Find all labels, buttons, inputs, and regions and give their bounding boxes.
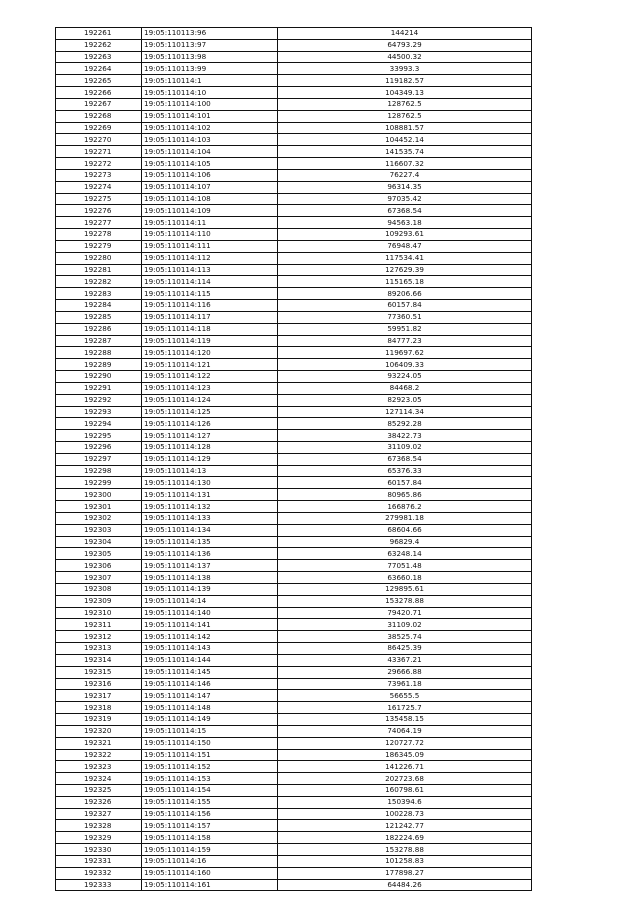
record-id-cell: 192329 — [56, 832, 142, 844]
record-id-cell: 192322 — [56, 749, 142, 761]
table-row — [56, 785, 532, 797]
record-id-cell: 192277 — [56, 217, 142, 229]
timestamp-cell: 19:05:110114:1 — [142, 75, 278, 87]
table-row — [56, 678, 532, 690]
timestamp-cell: 19:05:110114:121 — [142, 359, 278, 371]
amount-cell: 38422.73 — [278, 430, 532, 442]
amount-cell: 94563.18 — [278, 217, 532, 229]
record-id-cell: 192316 — [56, 678, 142, 690]
table-row — [56, 879, 532, 891]
table-row — [56, 382, 532, 394]
timestamp-cell: 19:05:110114:146 — [142, 678, 278, 690]
amount-cell: 80965.86 — [278, 489, 532, 501]
timestamp-cell: 19:05:110114:123 — [142, 382, 278, 394]
table-row — [56, 560, 532, 572]
amount-cell: 100228.73 — [278, 808, 532, 820]
record-id-cell: 192288 — [56, 347, 142, 359]
amount-cell: 43367.21 — [278, 654, 532, 666]
table-row — [56, 300, 532, 312]
record-id-cell: 192320 — [56, 725, 142, 737]
amount-cell: 89206.66 — [278, 288, 532, 300]
timestamp-cell: 19:05:110114:138 — [142, 572, 278, 584]
timestamp-cell: 19:05:110114:155 — [142, 796, 278, 808]
amount-cell: 97035.42 — [278, 193, 532, 205]
table-row — [56, 512, 532, 524]
record-id-cell: 192268 — [56, 110, 142, 122]
timestamp-cell: 19:05:110114:132 — [142, 501, 278, 513]
record-id-cell: 192273 — [56, 169, 142, 181]
timestamp-cell: 19:05:110114:154 — [142, 785, 278, 797]
table-row — [56, 489, 532, 501]
record-id-cell: 192280 — [56, 252, 142, 264]
timestamp-cell: 19:05:110114:114 — [142, 276, 278, 288]
table-row — [56, 820, 532, 832]
table-row — [56, 867, 532, 879]
record-id-cell: 192328 — [56, 820, 142, 832]
timestamp-cell: 19:05:110113:99 — [142, 63, 278, 75]
amount-cell: 76948.47 — [278, 240, 532, 252]
amount-cell: 104452.14 — [278, 134, 532, 146]
amount-cell: 60157.84 — [278, 300, 532, 312]
amount-cell: 64793.29 — [278, 39, 532, 51]
table-row — [56, 702, 532, 714]
table-row — [56, 122, 532, 134]
record-id-cell: 192297 — [56, 453, 142, 465]
table-row — [56, 217, 532, 229]
amount-cell: 96314.35 — [278, 181, 532, 193]
amount-cell: 77360.51 — [278, 311, 532, 323]
amount-cell: 127114.34 — [278, 406, 532, 418]
table-row — [56, 654, 532, 666]
record-id-cell: 192275 — [56, 193, 142, 205]
amount-cell: 115165.18 — [278, 276, 532, 288]
timestamp-cell: 19:05:110114:15 — [142, 725, 278, 737]
record-id-cell: 192327 — [56, 808, 142, 820]
timestamp-cell: 19:05:110114:14 — [142, 595, 278, 607]
amount-cell: 104349.13 — [278, 87, 532, 99]
table-row — [56, 690, 532, 702]
table-row — [56, 761, 532, 773]
amount-cell: 279981.18 — [278, 512, 532, 524]
timestamp-cell: 19:05:110114:109 — [142, 205, 278, 217]
amount-cell: 59951.82 — [278, 323, 532, 335]
timestamp-cell: 19:05:110114:149 — [142, 714, 278, 726]
record-id-cell: 192317 — [56, 690, 142, 702]
table-row — [56, 335, 532, 347]
table-row — [56, 63, 532, 75]
table-row — [56, 240, 532, 252]
table-row — [56, 631, 532, 643]
record-id-cell: 192296 — [56, 441, 142, 453]
record-id-cell: 192304 — [56, 536, 142, 548]
timestamp-cell: 19:05:110114:119 — [142, 335, 278, 347]
record-id-cell: 192283 — [56, 288, 142, 300]
record-id-cell: 192307 — [56, 572, 142, 584]
amount-cell: 93224.05 — [278, 371, 532, 383]
record-id-cell: 192264 — [56, 63, 142, 75]
timestamp-cell: 19:05:110114:147 — [142, 690, 278, 702]
table-row — [56, 193, 532, 205]
timestamp-cell: 19:05:110114:13 — [142, 465, 278, 477]
amount-cell: 127629.39 — [278, 264, 532, 276]
timestamp-cell: 19:05:110114:16 — [142, 855, 278, 867]
table-row — [56, 406, 532, 418]
table-row — [56, 110, 532, 122]
record-id-cell: 192285 — [56, 311, 142, 323]
table-row — [56, 288, 532, 300]
timestamp-cell: 19:05:110114:134 — [142, 524, 278, 536]
amount-cell: 186345.09 — [278, 749, 532, 761]
record-id-cell: 192282 — [56, 276, 142, 288]
timestamp-cell: 19:05:110114:139 — [142, 583, 278, 595]
amount-cell: 67368.54 — [278, 205, 532, 217]
amount-cell: 31109.02 — [278, 619, 532, 631]
amount-cell: 29666.88 — [278, 666, 532, 678]
record-id-cell: 192299 — [56, 477, 142, 489]
table-row — [56, 158, 532, 170]
table-row — [56, 832, 532, 844]
record-id-cell: 192290 — [56, 371, 142, 383]
record-id-cell: 192284 — [56, 300, 142, 312]
record-id-cell: 192301 — [56, 501, 142, 513]
amount-cell: 84468.2 — [278, 382, 532, 394]
timestamp-cell: 19:05:110114:110 — [142, 229, 278, 241]
timestamp-cell: 19:05:110114:133 — [142, 512, 278, 524]
amount-cell: 31109.02 — [278, 441, 532, 453]
timestamp-cell: 19:05:110114:126 — [142, 418, 278, 430]
timestamp-cell: 19:05:110114:160 — [142, 867, 278, 879]
timestamp-cell: 19:05:110114:11 — [142, 217, 278, 229]
amount-cell: 161725.7 — [278, 702, 532, 714]
timestamp-cell: 19:05:110114:111 — [142, 240, 278, 252]
amount-cell: 60157.84 — [278, 477, 532, 489]
amount-cell: 116607.32 — [278, 158, 532, 170]
timestamp-cell: 19:05:110114:128 — [142, 441, 278, 453]
timestamp-cell: 19:05:110114:100 — [142, 98, 278, 110]
timestamp-cell: 19:05:110114:118 — [142, 323, 278, 335]
table-row — [56, 51, 532, 63]
record-id-cell: 192314 — [56, 654, 142, 666]
record-id-cell: 192332 — [56, 867, 142, 879]
table-row — [56, 311, 532, 323]
table-row — [56, 714, 532, 726]
timestamp-cell: 19:05:110114:115 — [142, 288, 278, 300]
table-row — [56, 441, 532, 453]
record-id-cell: 192333 — [56, 879, 142, 891]
table-row — [56, 773, 532, 785]
record-id-cell: 192330 — [56, 844, 142, 856]
timestamp-cell: 19:05:110114:135 — [142, 536, 278, 548]
table-row — [56, 749, 532, 761]
amount-cell: 108881.57 — [278, 122, 532, 134]
timestamp-cell: 19:05:110114:129 — [142, 453, 278, 465]
table-row — [56, 595, 532, 607]
timestamp-cell: 19:05:110114:136 — [142, 548, 278, 560]
record-id-cell: 192309 — [56, 595, 142, 607]
timestamp-cell: 19:05:110114:143 — [142, 643, 278, 655]
record-id-cell: 192267 — [56, 98, 142, 110]
record-id-cell: 192276 — [56, 205, 142, 217]
table-row — [56, 643, 532, 655]
record-id-cell: 192291 — [56, 382, 142, 394]
amount-cell: 128762.5 — [278, 110, 532, 122]
record-id-cell: 192326 — [56, 796, 142, 808]
table-row — [56, 796, 532, 808]
amount-cell: 120727.72 — [278, 737, 532, 749]
timestamp-cell: 19:05:110114:153 — [142, 773, 278, 785]
amount-cell: 77051.48 — [278, 560, 532, 572]
timestamp-cell: 19:05:110114:157 — [142, 820, 278, 832]
record-id-cell: 192298 — [56, 465, 142, 477]
timestamp-cell: 19:05:110114:124 — [142, 394, 278, 406]
table-row — [56, 134, 532, 146]
record-id-cell: 192302 — [56, 512, 142, 524]
table-body — [56, 28, 532, 891]
amount-cell: 160798.61 — [278, 785, 532, 797]
table-row — [56, 39, 532, 51]
timestamp-cell: 19:05:110114:141 — [142, 619, 278, 631]
table-row — [56, 276, 532, 288]
table-row — [56, 75, 532, 87]
table-row — [56, 418, 532, 430]
table-row — [56, 169, 532, 181]
table-row — [56, 430, 532, 442]
table-row — [56, 98, 532, 110]
record-id-cell: 192266 — [56, 87, 142, 99]
record-id-cell: 192323 — [56, 761, 142, 773]
timestamp-cell: 19:05:110114:103 — [142, 134, 278, 146]
timestamp-cell: 19:05:110114:107 — [142, 181, 278, 193]
record-id-cell: 192287 — [56, 335, 142, 347]
record-id-cell: 192310 — [56, 607, 142, 619]
timestamp-cell: 19:05:110114:152 — [142, 761, 278, 773]
amount-cell: 96829.4 — [278, 536, 532, 548]
table-row — [56, 347, 532, 359]
timestamp-cell: 19:05:110114:150 — [142, 737, 278, 749]
table-row — [56, 548, 532, 560]
record-id-cell: 192311 — [56, 619, 142, 631]
timestamp-cell: 19:05:110114:104 — [142, 146, 278, 158]
amount-cell: 33993.3 — [278, 63, 532, 75]
timestamp-cell: 19:05:110114:106 — [142, 169, 278, 181]
record-id-cell: 192289 — [56, 359, 142, 371]
record-id-cell: 192272 — [56, 158, 142, 170]
table-row — [56, 572, 532, 584]
amount-cell: 128762.5 — [278, 98, 532, 110]
record-id-cell: 192265 — [56, 75, 142, 87]
timestamp-cell: 19:05:110114:117 — [142, 311, 278, 323]
amount-cell: 202723.68 — [278, 773, 532, 785]
table-row — [56, 477, 532, 489]
amount-cell: 119697.62 — [278, 347, 532, 359]
record-id-cell: 192315 — [56, 666, 142, 678]
table-row — [56, 87, 532, 99]
timestamp-cell: 19:05:110114:151 — [142, 749, 278, 761]
amount-cell: 153278.88 — [278, 844, 532, 856]
timestamp-cell: 19:05:110114:140 — [142, 607, 278, 619]
amount-cell: 150394.6 — [278, 796, 532, 808]
timestamp-cell: 19:05:110114:130 — [142, 477, 278, 489]
amount-cell: 129895.61 — [278, 583, 532, 595]
amount-cell: 56655.5 — [278, 690, 532, 702]
amount-cell: 76227.4 — [278, 169, 532, 181]
timestamp-cell: 19:05:110114:125 — [142, 406, 278, 418]
record-id-cell: 192292 — [56, 394, 142, 406]
amount-cell: 166876.2 — [278, 501, 532, 513]
record-id-cell: 192319 — [56, 714, 142, 726]
timestamp-cell: 19:05:110114:148 — [142, 702, 278, 714]
table-row — [56, 501, 532, 513]
record-id-cell: 192305 — [56, 548, 142, 560]
amount-cell: 141226.71 — [278, 761, 532, 773]
timestamp-cell: 19:05:110113:97 — [142, 39, 278, 51]
amount-cell: 119182.57 — [278, 75, 532, 87]
data-table — [55, 27, 532, 891]
record-id-cell: 192312 — [56, 631, 142, 643]
record-id-cell: 192271 — [56, 146, 142, 158]
timestamp-cell: 19:05:110114:105 — [142, 158, 278, 170]
record-id-cell: 192308 — [56, 583, 142, 595]
amount-cell: 67368.54 — [278, 453, 532, 465]
timestamp-cell: 19:05:110114:112 — [142, 252, 278, 264]
record-id-cell: 192270 — [56, 134, 142, 146]
table-row — [56, 583, 532, 595]
table-row — [56, 855, 532, 867]
record-id-cell: 192294 — [56, 418, 142, 430]
amount-cell: 86425.39 — [278, 643, 532, 655]
amount-cell: 63660.18 — [278, 572, 532, 584]
amount-cell: 182224.69 — [278, 832, 532, 844]
amount-cell: 177898.27 — [278, 867, 532, 879]
amount-cell: 141535.74 — [278, 146, 532, 158]
amount-cell: 101258.83 — [278, 855, 532, 867]
amount-cell: 135458.15 — [278, 714, 532, 726]
timestamp-cell: 19:05:110114:131 — [142, 489, 278, 501]
table-row — [56, 666, 532, 678]
table-row — [56, 371, 532, 383]
record-id-cell: 192303 — [56, 524, 142, 536]
timestamp-cell: 19:05:110114:10 — [142, 87, 278, 99]
record-id-cell: 192262 — [56, 39, 142, 51]
amount-cell: 109293.61 — [278, 229, 532, 241]
timestamp-cell: 19:05:110114:102 — [142, 122, 278, 134]
record-id-cell: 192324 — [56, 773, 142, 785]
table-row — [56, 252, 532, 264]
amount-cell: 74064.19 — [278, 725, 532, 737]
timestamp-cell: 19:05:110114:120 — [142, 347, 278, 359]
table-row — [56, 808, 532, 820]
record-id-cell: 192281 — [56, 264, 142, 276]
timestamp-cell: 19:05:110114:127 — [142, 430, 278, 442]
record-id-cell: 192313 — [56, 643, 142, 655]
amount-cell: 64484.26 — [278, 879, 532, 891]
amount-cell: 65376.33 — [278, 465, 532, 477]
timestamp-cell: 19:05:110114:159 — [142, 844, 278, 856]
timestamp-cell: 19:05:110114:158 — [142, 832, 278, 844]
record-id-cell: 192286 — [56, 323, 142, 335]
record-id-cell: 192279 — [56, 240, 142, 252]
timestamp-cell: 19:05:110114:137 — [142, 560, 278, 572]
table-row — [56, 844, 532, 856]
table-row — [56, 146, 532, 158]
timestamp-cell: 19:05:110114:101 — [142, 110, 278, 122]
record-id-cell: 192331 — [56, 855, 142, 867]
amount-cell: 79420.71 — [278, 607, 532, 619]
record-id-cell: 192263 — [56, 51, 142, 63]
table-row — [56, 28, 532, 40]
table-row — [56, 359, 532, 371]
record-id-cell: 192300 — [56, 489, 142, 501]
table-row — [56, 394, 532, 406]
timestamp-cell: 19:05:110113:96 — [142, 28, 278, 40]
timestamp-cell: 19:05:110114:116 — [142, 300, 278, 312]
table-row — [56, 205, 532, 217]
amount-cell: 68604.66 — [278, 524, 532, 536]
timestamp-cell: 19:05:110114:113 — [142, 264, 278, 276]
table-row — [56, 619, 532, 631]
table-row — [56, 737, 532, 749]
table-row — [56, 524, 532, 536]
record-id-cell: 192274 — [56, 181, 142, 193]
record-id-cell: 192306 — [56, 560, 142, 572]
table-row — [56, 264, 532, 276]
record-id-cell: 192325 — [56, 785, 142, 797]
amount-cell: 44500.32 — [278, 51, 532, 63]
record-id-cell: 192293 — [56, 406, 142, 418]
timestamp-cell: 19:05:110114:161 — [142, 879, 278, 891]
timestamp-cell: 19:05:110114:144 — [142, 654, 278, 666]
table-row — [56, 453, 532, 465]
amount-cell: 117534.41 — [278, 252, 532, 264]
timestamp-cell: 19:05:110113:98 — [142, 51, 278, 63]
table-row — [56, 607, 532, 619]
amount-cell: 85292.28 — [278, 418, 532, 430]
timestamp-cell: 19:05:110114:142 — [142, 631, 278, 643]
record-id-cell: 192321 — [56, 737, 142, 749]
record-id-cell: 192318 — [56, 702, 142, 714]
timestamp-cell: 19:05:110114:145 — [142, 666, 278, 678]
record-id-cell: 192269 — [56, 122, 142, 134]
amount-cell: 82923.05 — [278, 394, 532, 406]
table-row — [56, 536, 532, 548]
table-row — [56, 725, 532, 737]
amount-cell: 144214 — [278, 28, 532, 40]
amount-cell: 63248.14 — [278, 548, 532, 560]
amount-cell: 84777.23 — [278, 335, 532, 347]
record-id-cell: 192295 — [56, 430, 142, 442]
record-id-cell: 192278 — [56, 229, 142, 241]
timestamp-cell: 19:05:110114:108 — [142, 193, 278, 205]
table-row — [56, 465, 532, 477]
table-row — [56, 229, 532, 241]
amount-cell: 38525.74 — [278, 631, 532, 643]
table-row — [56, 323, 532, 335]
amount-cell: 121242.77 — [278, 820, 532, 832]
record-id-cell: 192261 — [56, 28, 142, 40]
amount-cell: 73961.18 — [278, 678, 532, 690]
table-row — [56, 181, 532, 193]
amount-cell: 106409.33 — [278, 359, 532, 371]
amount-cell: 153278.88 — [278, 595, 532, 607]
timestamp-cell: 19:05:110114:122 — [142, 371, 278, 383]
timestamp-cell: 19:05:110114:156 — [142, 808, 278, 820]
